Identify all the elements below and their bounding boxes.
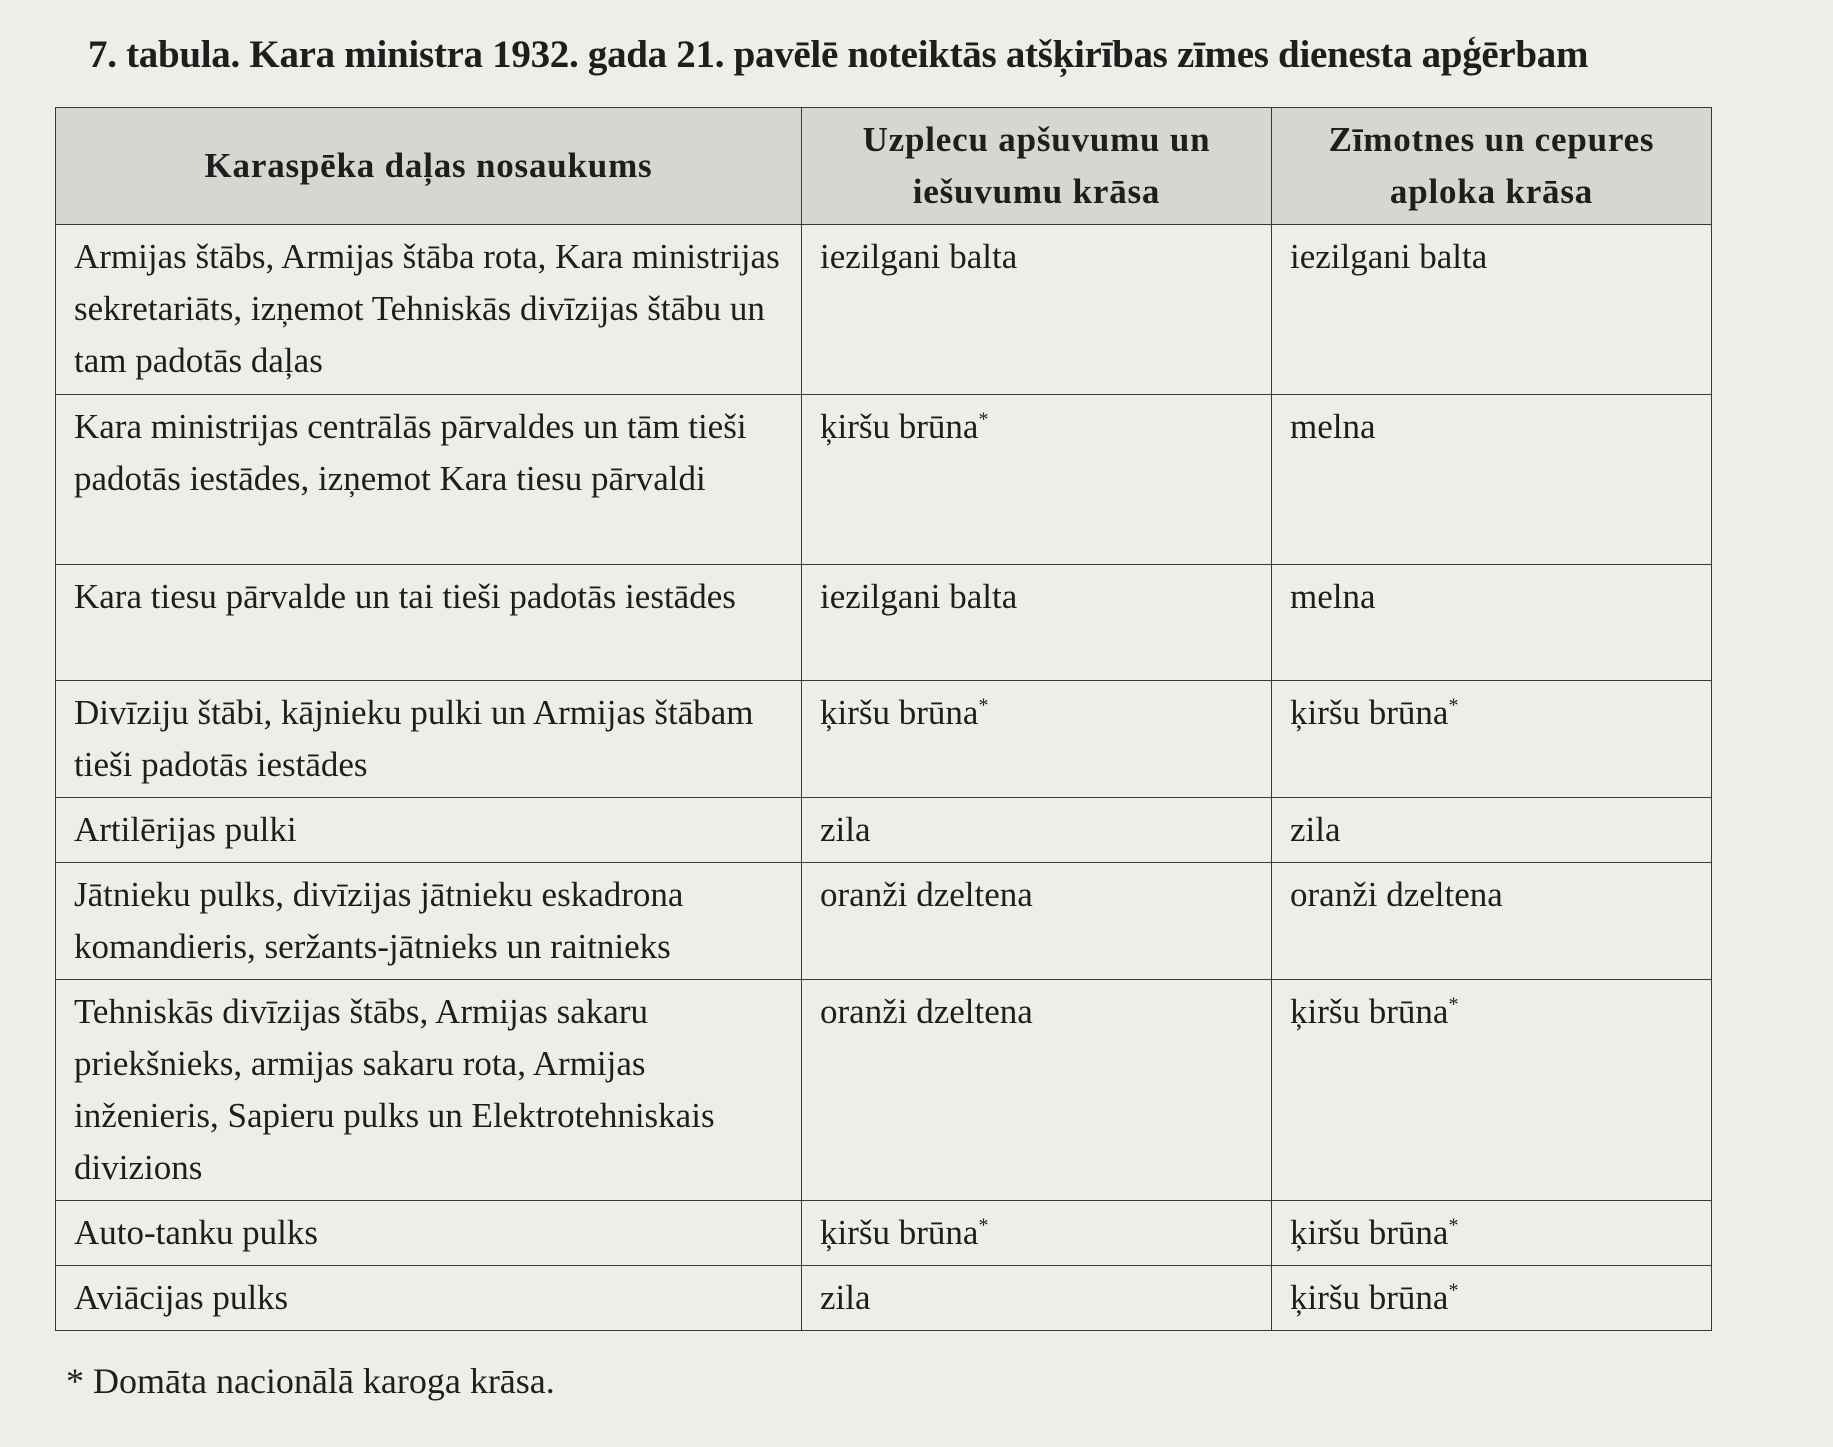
footnote-marker: *: [978, 694, 989, 717]
cap-color-value: iezilgani balta: [1290, 237, 1488, 276]
footnote-marker: *: [1448, 694, 1459, 717]
shoulder-color-value: iezilgani balta: [820, 237, 1018, 276]
unit-cell: Kara tiesu pārvalde un tai tieši padotās iestādes: [56, 565, 802, 681]
table-row: [56, 225, 1712, 395]
table-row: [56, 395, 1712, 565]
shoulder-color-cell: [802, 681, 1272, 798]
table-row: [56, 565, 1712, 681]
cap-color-value: ķiršu brūna: [1290, 992, 1449, 1031]
cap-color-cell: [1272, 1201, 1712, 1266]
uniform-colors-table: [55, 107, 1712, 1331]
cap-color-cell: [1272, 565, 1712, 681]
unit-cell: Auto-tanku pulks: [56, 1201, 802, 1266]
shoulder-color-cell: [802, 395, 1272, 565]
shoulder-color-value: ķiršu brūna: [820, 1213, 979, 1252]
unit-cell: Aviācijas pulks: [56, 1266, 802, 1331]
unit-cell: Artilērijas pulki: [56, 798, 802, 863]
table-header-row: [56, 108, 1712, 225]
cap-color-cell: [1272, 1266, 1712, 1331]
table-footnote: * Domāta nacionālā karoga krāsa.: [66, 1361, 555, 1401]
cap-color-cell: [1272, 798, 1712, 863]
cap-color-cell: [1272, 395, 1712, 565]
cap-color-value: melna: [1290, 577, 1376, 616]
shoulder-color-value: iezilgani balta: [820, 577, 1018, 616]
shoulder-color-value: oranži dzeltena: [820, 992, 1033, 1031]
shoulder-color-value: oranži dzeltena: [820, 875, 1033, 914]
footnote-marker: *: [1448, 1214, 1459, 1237]
unit-cell: Divīziju štābi, kājnieku pulki un Armijas štābam tieši padotās iestādes: [56, 681, 802, 798]
unit-cell: Armijas štābs, Armijas štāba rota, Kara ministrijas sekretariāts, izņemot Tehniskās divīzijas štābu un tam padotās daļas: [56, 225, 802, 395]
table-caption: 7. tabula. Kara ministra 1932. gada 21. pavēlē noteiktās atšķirības zīmes dienesta apģērbam: [88, 33, 1589, 76]
table-row: [56, 798, 1712, 863]
cap-color-value: ķiršu brūna: [1290, 1278, 1449, 1317]
shoulder-color-cell: [802, 565, 1272, 681]
table-row: [56, 1266, 1712, 1331]
footnote-marker: *: [978, 408, 989, 431]
cap-color-cell: [1272, 681, 1712, 798]
shoulder-color-value: ķiršu brūna: [820, 407, 979, 446]
table-row: [56, 863, 1712, 980]
shoulder-color-cell: [802, 798, 1272, 863]
footnote-marker: *: [1448, 1279, 1459, 1302]
cap-color-value: ķiršu brūna: [1290, 1213, 1449, 1252]
shoulder-color-cell: [802, 225, 1272, 395]
footnote-marker: *: [978, 1214, 989, 1237]
cap-color-cell: [1272, 225, 1712, 395]
cap-color-value: ķiršu brūna: [1290, 693, 1449, 732]
shoulder-color-cell: [802, 863, 1272, 980]
cap-color-cell: [1272, 980, 1712, 1201]
table-row: [56, 980, 1712, 1201]
header-unit-name: Karaspēka daļas nosaukums: [56, 108, 802, 225]
unit-cell: Kara ministrijas centrālās pārvaldes un tām tieši padotās iestādes, izņemot Kara tiesu pārvaldi: [56, 395, 802, 565]
cap-color-value: oranži dzeltena: [1290, 875, 1503, 914]
shoulder-color-cell: [802, 1201, 1272, 1266]
shoulder-color-value: zila: [820, 1278, 871, 1317]
table-row: [56, 681, 1712, 798]
shoulder-color-cell: [802, 980, 1272, 1201]
cap-color-value: zila: [1290, 810, 1341, 849]
cap-color-cell: [1272, 863, 1712, 980]
header-cap-color: Zīmotnes un cepures aploka krāsa: [1272, 108, 1712, 225]
cap-color-value: melna: [1290, 407, 1376, 446]
unit-cell: Tehniskās divīzijas štābs, Armijas sakaru priekšnieks, armijas sakaru rota, Armijas inženieris, Sapieru pulks un Elektrotehniskais divizions: [56, 980, 802, 1201]
shoulder-color-cell: [802, 1266, 1272, 1331]
footnote-marker: *: [1448, 993, 1459, 1016]
unit-cell: Jātnieku pulks, divīzijas jātnieku eskadrona komandieris, seržants-jātnieks un raitnieks: [56, 863, 802, 980]
header-shoulder-color: Uzplecu apšuvumu un iešuvumu krāsa: [802, 108, 1272, 225]
shoulder-color-value: ķiršu brūna: [820, 693, 979, 732]
table-row: [56, 1201, 1712, 1266]
shoulder-color-value: zila: [820, 810, 871, 849]
